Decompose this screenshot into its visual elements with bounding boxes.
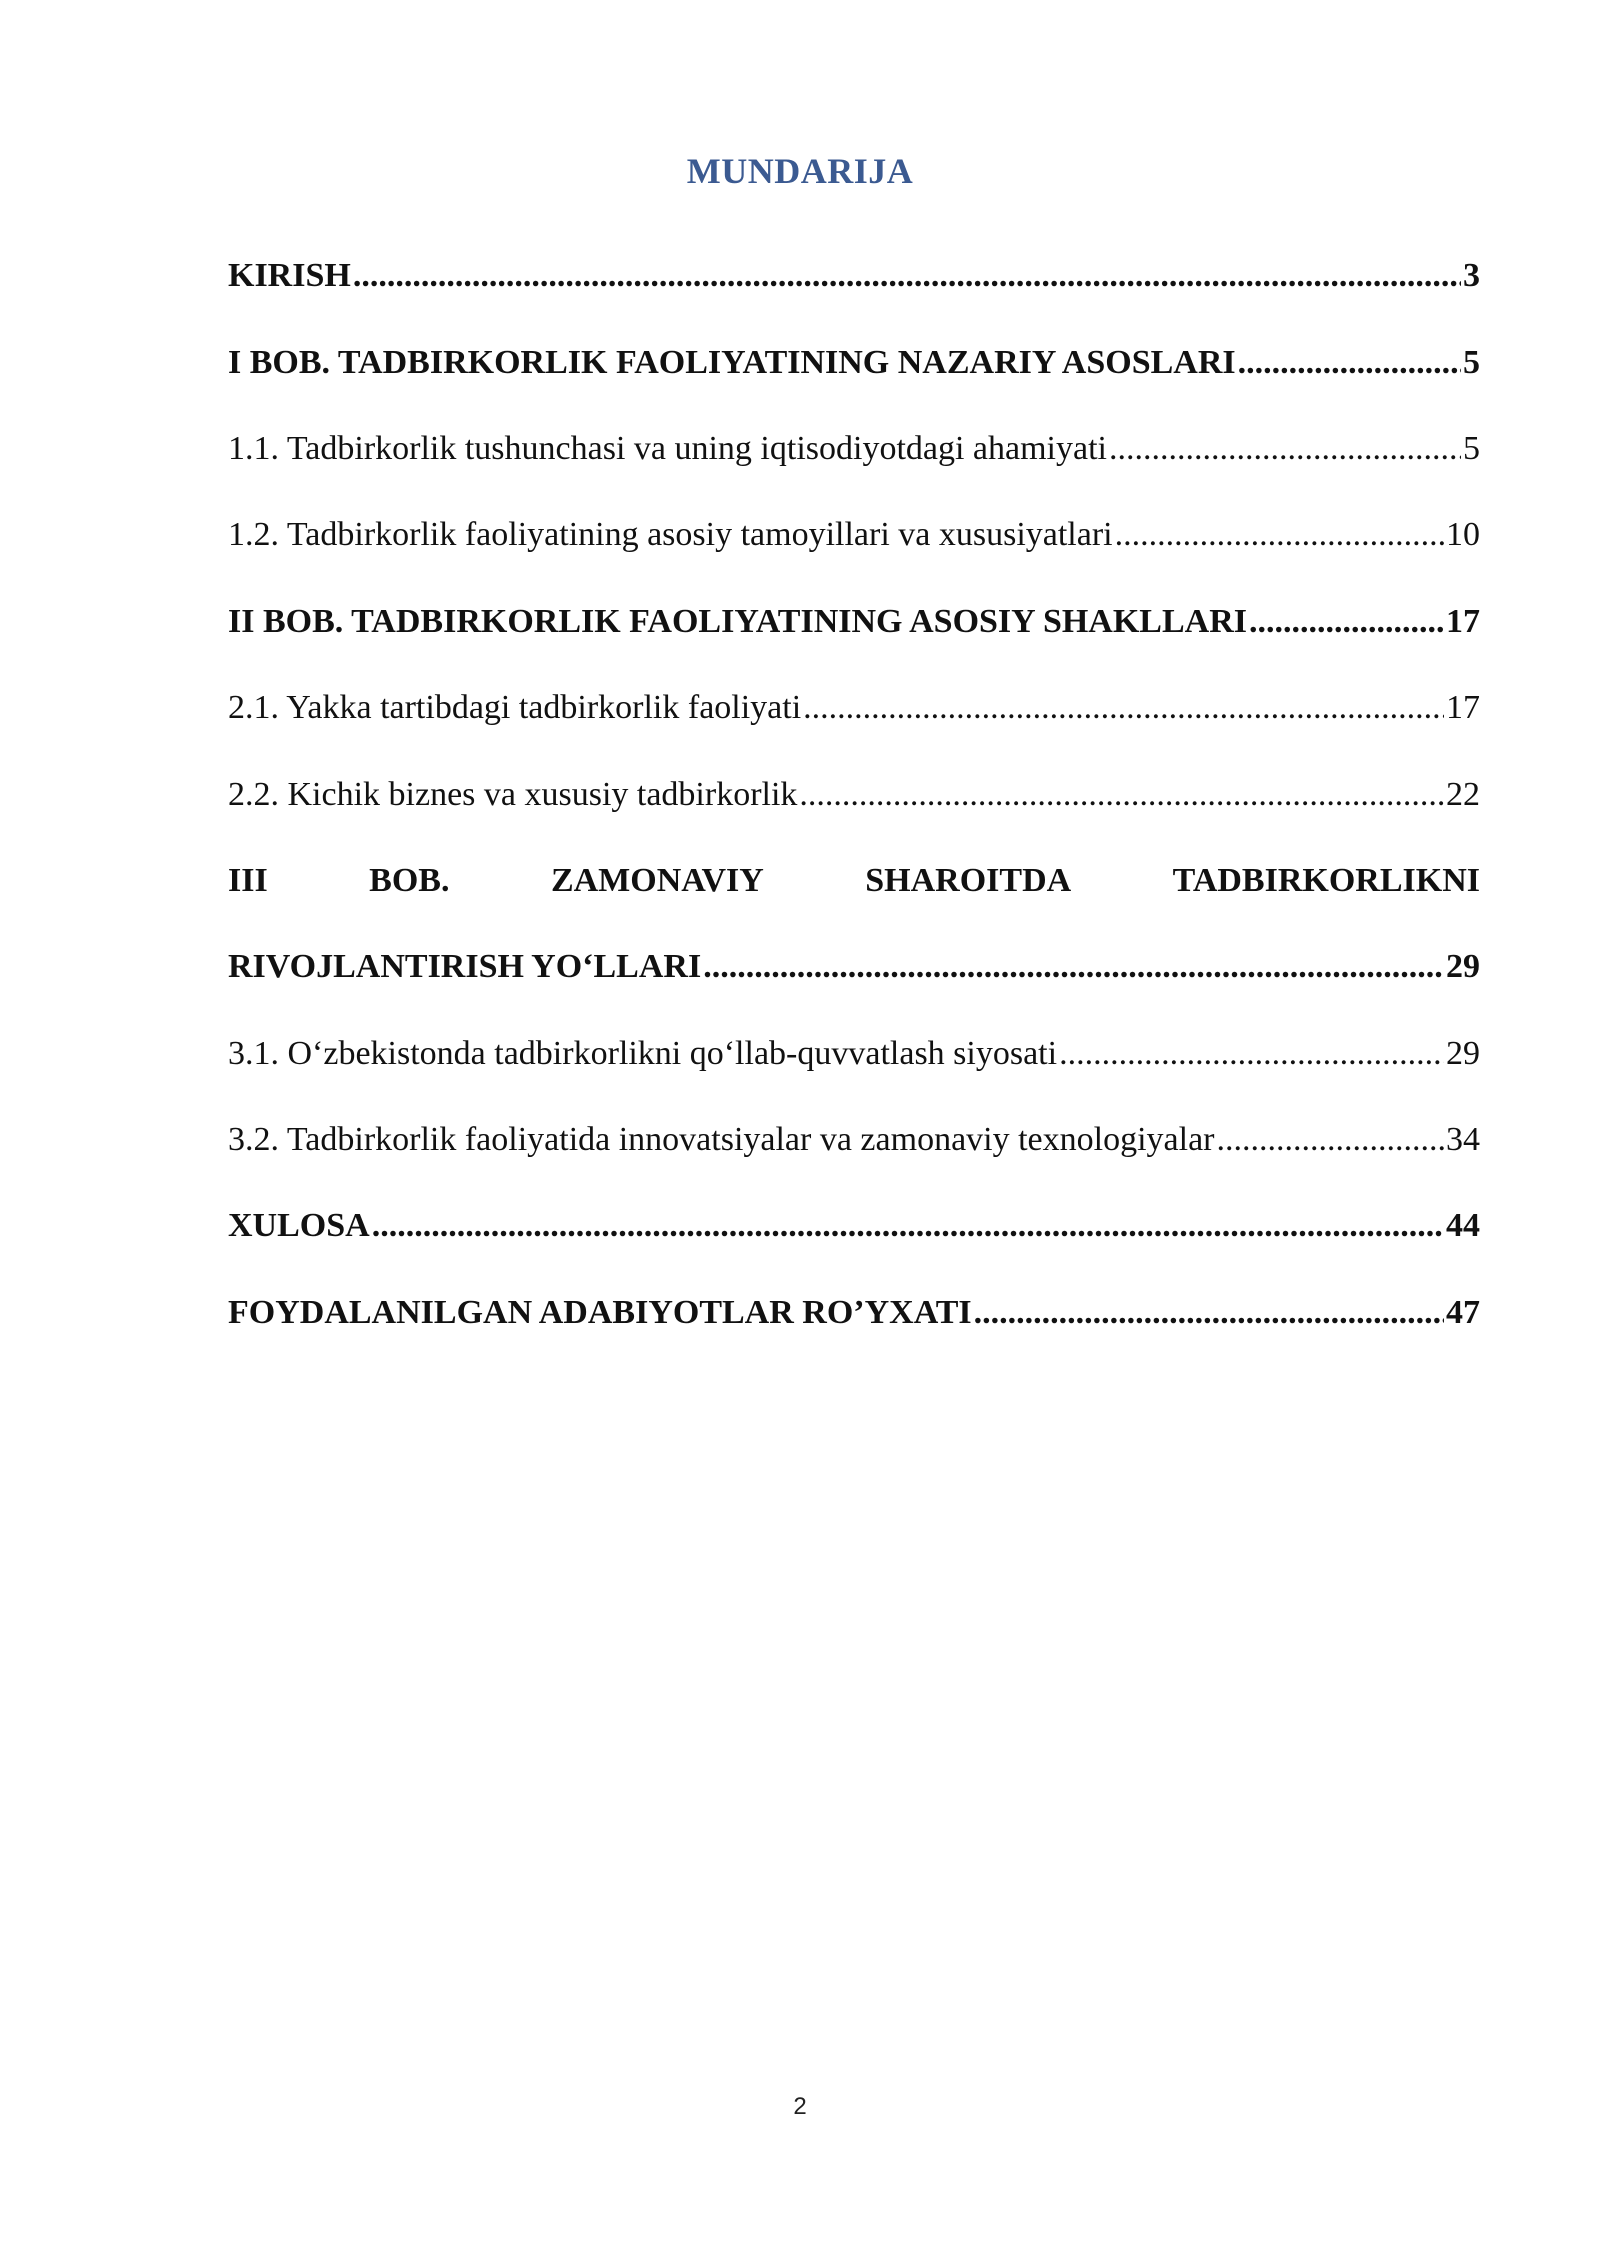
toc-entry-kirish[interactable] <box>228 233 1480 319</box>
toc-entry-section-3-1[interactable] <box>228 1011 1480 1097</box>
table-of-contents <box>228 233 1480 1356</box>
dot-leader <box>1249 605 1444 639</box>
toc-entry-page: 5 <box>1463 343 1480 381</box>
toc-entry-label: 3.1. O‘zbekistonda tadbirkorlikni qo‘llab-quvvatlash siyosati <box>228 1034 1058 1072</box>
toc-entry-label: 1.1. Tadbirkorlik tushunchasi va uning iqtisodiyotdagi ahamiyati <box>228 429 1107 467</box>
page-number: 2 <box>793 2093 807 2120</box>
toc-entry-page: 17 <box>1446 602 1480 640</box>
dot-leader <box>1216 1123 1444 1157</box>
dot-leader <box>799 778 1444 812</box>
toc-entry-section-1-2[interactable] <box>228 492 1480 578</box>
dot-leader <box>803 691 1444 725</box>
toc-entry-chapter-1[interactable] <box>228 319 1480 405</box>
toc-entry-label: 1.2. Tadbirkorlik faoliyatining asosiy tamoyillari va xususiyatlari <box>228 516 1113 554</box>
dot-leader <box>1115 518 1444 552</box>
toc-entry-word: ZAMONAVIY <box>550 861 764 899</box>
toc-entry-page: 47 <box>1446 1293 1480 1331</box>
toc-entry-section-2-2[interactable] <box>228 751 1480 837</box>
toc-entry-word: III <box>228 861 268 899</box>
toc-entry-section-2-1[interactable] <box>228 665 1480 751</box>
toc-entry-word: SHAROITDA <box>865 861 1072 899</box>
toc-entry-references[interactable] <box>228 1270 1480 1356</box>
toc-entry-label: KIRISH <box>228 257 351 295</box>
dot-leader <box>974 1296 1444 1330</box>
dot-leader <box>372 1209 1444 1243</box>
toc-entry-label: RIVOJLANTIRISH YO‘LLARI <box>228 948 702 986</box>
page-title: MUNDARIJA <box>686 151 914 191</box>
dot-leader <box>1059 1037 1444 1071</box>
toc-entry-word: TADBIRKORLIKNI <box>1172 861 1480 899</box>
toc-entry-chapter-3-line-2[interactable] <box>228 924 1480 1010</box>
toc-entry-label: 2.2. Kichik biznes va xususiy tadbirkorlik <box>228 775 798 813</box>
toc-entry-label: 3.2. Tadbirkorlik faoliyatida innovatsiyalar va zamonaviy texnologiyalar <box>228 1121 1215 1159</box>
toc-entry-page: 34 <box>1446 1121 1480 1159</box>
dot-leader <box>703 950 1444 984</box>
dot-leader <box>353 259 1461 293</box>
toc-entry-section-3-2[interactable] <box>228 1097 1480 1183</box>
toc-entry-page: 10 <box>1446 516 1480 554</box>
toc-entry-word: BOB. <box>369 861 450 899</box>
dot-leader <box>1109 432 1461 466</box>
toc-entry-page: 5 <box>1463 429 1480 467</box>
toc-entry-label: 2.1. Yakka tartibdagi tadbirkorlik faoliyati <box>228 689 802 727</box>
toc-entry-page: 17 <box>1446 689 1480 727</box>
toc-entry-page: 3 <box>1463 257 1480 295</box>
toc-entry-page: 44 <box>1446 1207 1480 1245</box>
toc-entry-xulosa[interactable] <box>228 1183 1480 1269</box>
toc-entry-page: 22 <box>1446 775 1480 813</box>
toc-entry-label: XULOSA <box>228 1207 370 1245</box>
dot-leader <box>1238 346 1461 380</box>
toc-entry-page: 29 <box>1446 948 1480 986</box>
toc-entry-section-1-1[interactable] <box>228 406 1480 492</box>
toc-entry-label: I BOB. TADBIRKORLIK FAOLIYATINING NAZARIY ASOSLARI <box>228 343 1236 381</box>
toc-entry-page: 29 <box>1446 1034 1480 1072</box>
toc-entry-label: FOYDALANILGAN ADABIYOTLAR RO’YXATI <box>228 1293 972 1331</box>
toc-entry-chapter-3-line-1[interactable] <box>228 838 1480 924</box>
toc-entry-chapter-2[interactable] <box>228 579 1480 665</box>
toc-entry-label: II BOB. TADBIRKORLIK FAOLIYATINING ASOSIY SHAKLLARI <box>228 602 1248 640</box>
